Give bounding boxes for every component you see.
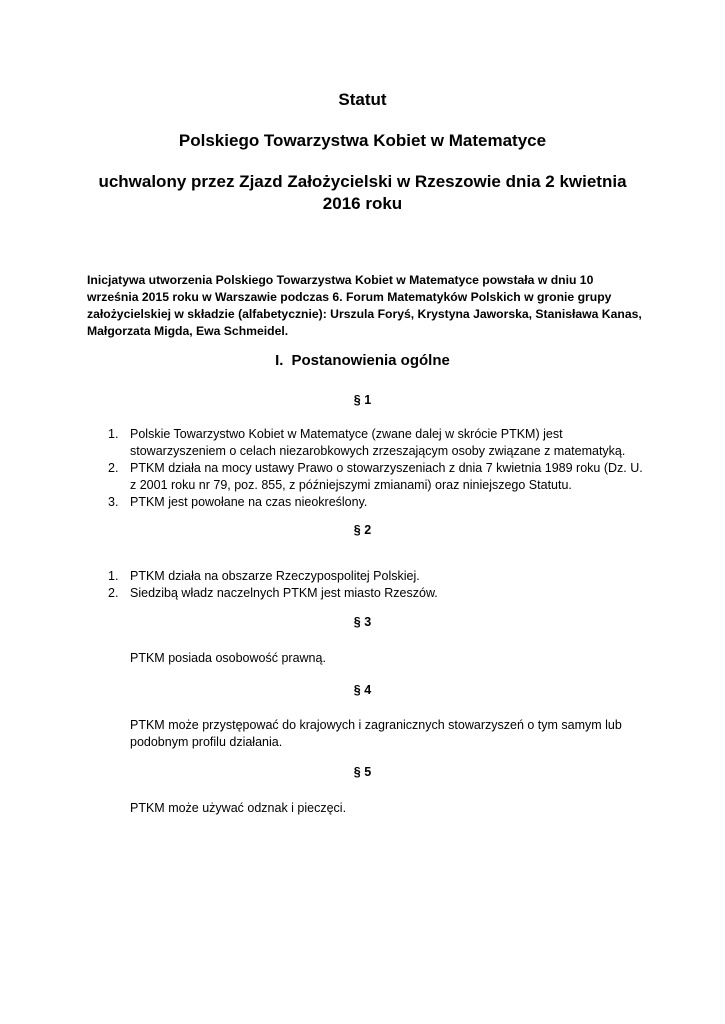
section-4-text: PTKM może przystępować do krajowych i zagranicznych stowarzyszeń o tym samym lub podobnym profilu działania. bbox=[130, 718, 622, 749]
list-item-number: 3. bbox=[108, 495, 119, 509]
list-item bbox=[87, 460, 647, 494]
section-1-list bbox=[87, 426, 647, 511]
section-mark-1: § 1 bbox=[353, 393, 372, 407]
list-item-number: 1. bbox=[108, 569, 119, 583]
list-item bbox=[87, 568, 647, 585]
intro-paragraph: Inicjatywa utworzenia Polskiego Towarzystwa Kobiet w Matematyce powstała w dniu 10 września 2015 roku w Warszawie podczas 6. Forum Matematyków Polskich w gronie grupy założycielskiej w składzie (alfabetycznie): Urszula Foryś, Krystyna Jaworska, Stanisława Kanas, Małgorzata Migda, Ewa Schmeidel. bbox=[87, 273, 642, 338]
list-item bbox=[87, 494, 647, 511]
list-item bbox=[87, 426, 647, 460]
chapter-heading bbox=[0, 351, 725, 371]
list-item-text: PTKM jest powołane na czas nieokreślony. bbox=[130, 495, 368, 509]
section-3-text: PTKM posiada osobowość prawną. bbox=[130, 651, 326, 665]
section-mark-2: § 2 bbox=[353, 523, 372, 537]
document-subtitle: Polskiego Towarzystwa Kobiet w Matematyce bbox=[178, 131, 547, 150]
list-item bbox=[87, 585, 647, 602]
list-item-number: 1. bbox=[108, 427, 119, 441]
chapter-title: Postanowienia ogólne bbox=[291, 352, 450, 369]
list-item-text: Siedzibą władz naczelnych PTKM jest miasto Rzeszów. bbox=[130, 586, 438, 600]
section-mark-5: § 5 bbox=[353, 765, 372, 779]
list-item-text: Polskie Towarzystwo Kobiet w Matematyce (zwane dalej w skrócie PTKM) jest stowarzyszeniem o celach niezarobkowych zrzeszającym osoby związane z matematyką. bbox=[130, 427, 626, 458]
section-5-text: PTKM może używać odznak i pieczęci. bbox=[130, 801, 347, 815]
list-item-number: 2. bbox=[108, 586, 119, 600]
section-2-list bbox=[87, 568, 647, 602]
chapter-number: I. bbox=[275, 352, 284, 369]
list-item-number: 2. bbox=[108, 461, 119, 475]
adoption-line: uchwalony przez Zjazd Założycielski w Rzeszowie dnia 2 kwietnia 2016 roku bbox=[98, 172, 627, 213]
section-mark-3: § 3 bbox=[353, 615, 372, 629]
list-item-text: PTKM działa na obszarze Rzeczypospolitej Polskiej. bbox=[130, 569, 420, 583]
document-title: Statut bbox=[338, 90, 387, 109]
list-item-text: PTKM działa na mocy ustawy Prawo o stowarzyszeniach z dnia 7 kwietnia 1989 roku (Dz. U. z 2001 roku nr 79, poz. 855, z późniejszymi zmianami) oraz niniejszego Statutu. bbox=[130, 461, 643, 492]
section-mark-4: § 4 bbox=[353, 683, 372, 697]
